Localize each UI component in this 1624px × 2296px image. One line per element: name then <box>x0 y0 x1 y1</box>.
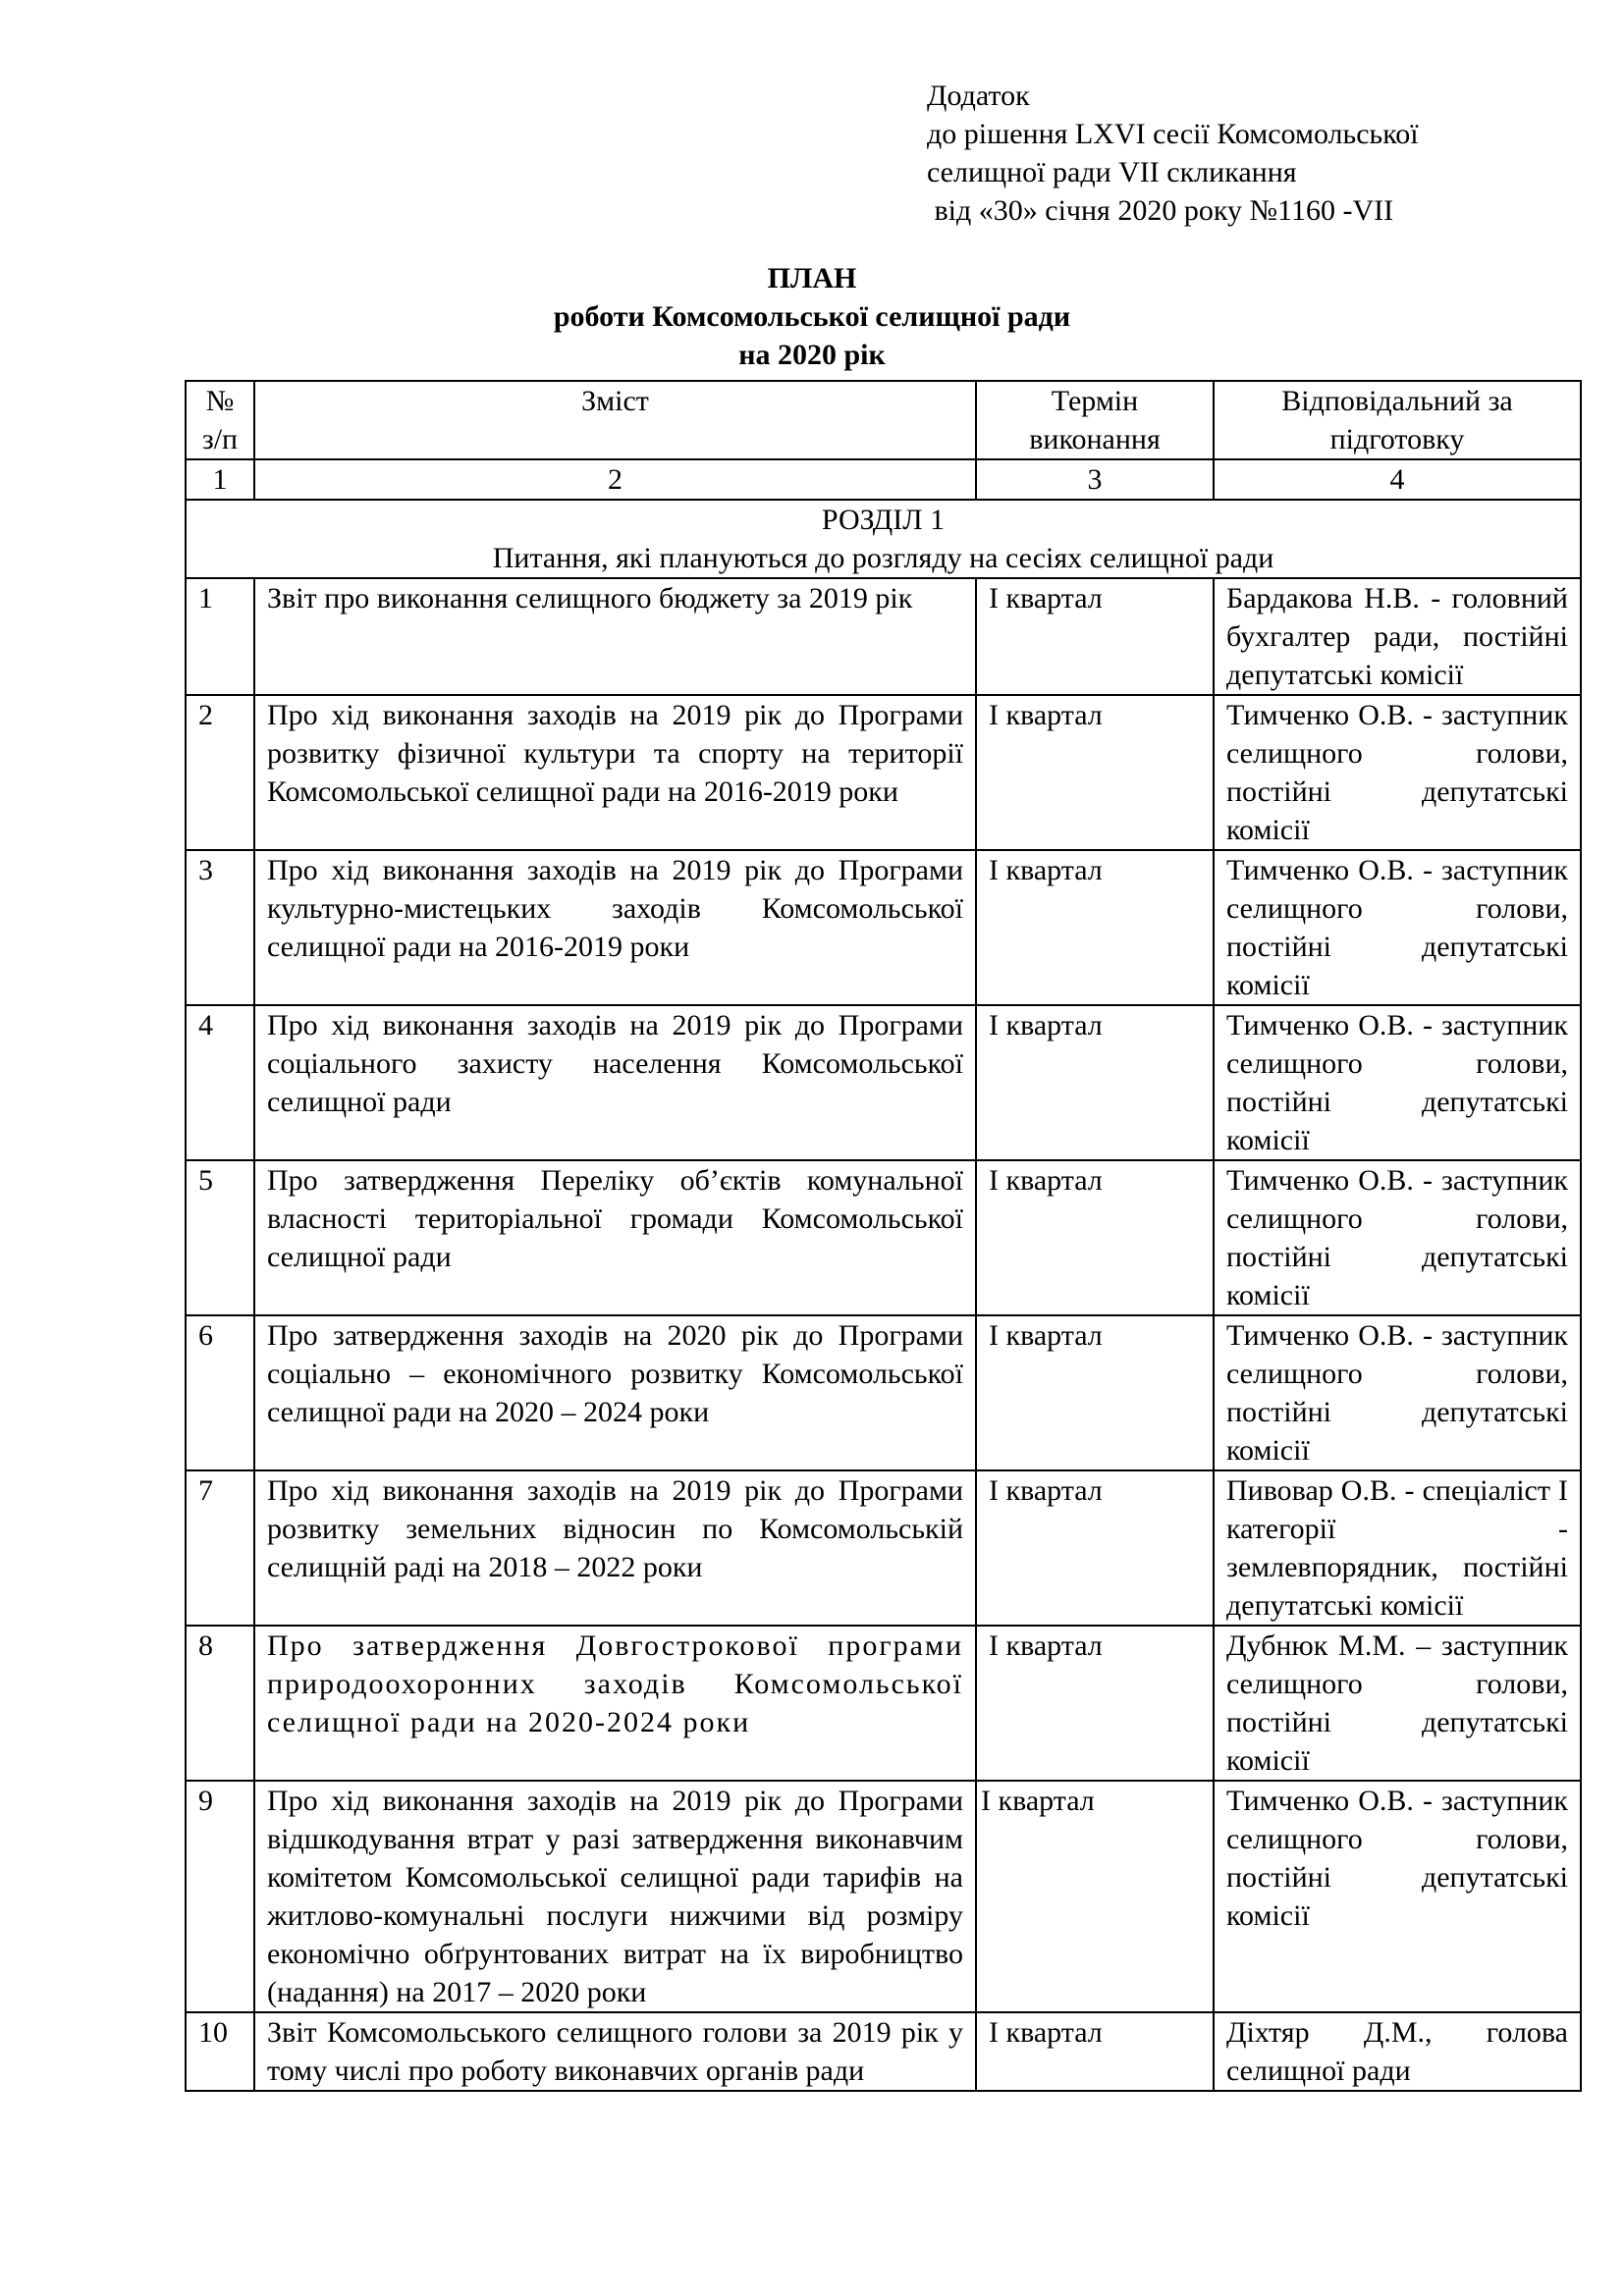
row-num: 8 <box>186 1626 254 1781</box>
row-responsible: Тимченко О.В. - заступник селищного голови, постійні депутатські комісії <box>1214 1315 1581 1470</box>
row-responsible: Тимченко О.В. - заступник селищного голови, постійні депутатські комісії <box>1214 850 1581 1005</box>
col-number: 3 <box>976 459 1214 500</box>
appendix-line: Додаток <box>927 80 1030 112</box>
row-content: Про хід виконання заходів на 2019 рік до Програми культурно-мистецьких заходів Комсомольської селищної ради на 2016-2019 роки <box>254 850 976 1005</box>
row-content: Про затвердження Переліку об’єктів комунальної власності територіальної громади Комсомольської селищної ради <box>254 1160 976 1315</box>
document-title <box>0 259 1624 374</box>
row-term: І квартал <box>976 1781 1214 2012</box>
row-responsible: Діхтяр Д.М., голова селищної ради <box>1214 2012 1581 2091</box>
row-num: 3 <box>186 850 254 1005</box>
appendix-line: від «30» січня 2020 року №1160 -VII <box>927 194 1394 227</box>
row-responsible: Тимченко О.В. - заступник селищного голови, постійні депутатські комісії <box>1214 1160 1581 1315</box>
row-responsible: Тимченко О.В. - заступник селищного голови, постійні депутатські комісії <box>1214 695 1581 850</box>
section-heading <box>186 500 1581 578</box>
column-number-row <box>186 459 1581 500</box>
row-num: 9 <box>186 1781 254 2012</box>
section-title: РОЗДІЛ 1 <box>821 504 946 536</box>
row-content: Про затвердження заходів на 2020 рік до Програми соціально – економічного розвитку Комсомольської селищної ради на 2020 – 2024 роки <box>254 1315 976 1470</box>
table-row <box>186 850 1581 1005</box>
row-term: І квартал <box>976 1160 1214 1315</box>
section-subtitle: Питання, які плануються до розгляду на сесіях селищної ради <box>492 542 1274 574</box>
row-term: І квартал <box>976 578 1214 695</box>
row-content: Про хід виконання заходів на 2019 рік до Програми розвитку земельних відносин по Комсомольській селищній раді на 2018 – 2022 роки <box>254 1470 976 1626</box>
row-term: І квартал <box>976 1626 1214 1781</box>
row-content: Про затвердження Довгострокової програми природоохоронних заходів Комсомольської селищної ради на 2020-2024 роки <box>254 1626 976 1781</box>
row-num: 1 <box>186 578 254 695</box>
row-content: Звіт Комсомольського селищного голови за 2019 рік у тому числі про роботу виконавчих органів ради <box>254 2012 976 2091</box>
table-row <box>186 2012 1581 2091</box>
row-responsible: Бардакова Н.В. - головний бухгалтер ради, постійні депутатські комісії <box>1214 578 1581 695</box>
header-responsible: Відповідальний за підготовку <box>1214 381 1581 459</box>
row-term: І квартал <box>976 1470 1214 1626</box>
row-responsible: Тимченко О.В. - заступник селищного голови, постійні депутатські комісії <box>1214 1781 1581 2012</box>
row-responsible: Дубнюк М.М. – заступник селищного голови, постійні депутатські комісії <box>1214 1626 1581 1781</box>
row-num: 6 <box>186 1315 254 1470</box>
row-num: 7 <box>186 1470 254 1626</box>
table-row <box>186 1315 1581 1470</box>
row-responsible: Тимченко О.В. - заступник селищного голови, постійні депутатські комісії <box>1214 1005 1581 1160</box>
row-content: Про хід виконання заходів на 2019 рік до Програми соціального захисту населення Комсомольської селищної ради <box>254 1005 976 1160</box>
row-term: І квартал <box>976 1315 1214 1470</box>
table-row <box>186 1005 1581 1160</box>
col-number: 1 <box>186 459 254 500</box>
row-num: 4 <box>186 1005 254 1160</box>
row-term: І квартал <box>976 850 1214 1005</box>
header-num: № з/п <box>186 381 254 459</box>
title-line-3: на 2020 рік <box>738 339 886 371</box>
row-num: 10 <box>186 2012 254 2091</box>
title-line-1: ПЛАН <box>767 262 857 294</box>
appendix-line: до рішення LXVI сесії Комсомольської <box>927 118 1419 150</box>
table-row <box>186 1470 1581 1626</box>
section-row <box>186 500 1581 578</box>
row-content: Про хід виконання заходів на 2019 рік до Програми розвитку фізичної культури та спорту на території Комсомольської селищної ради на 2016-2019 роки <box>254 695 976 850</box>
header-row <box>186 381 1581 459</box>
row-term: І квартал <box>976 2012 1214 2091</box>
col-number: 4 <box>1214 459 1581 500</box>
appendix-block <box>927 77 1419 230</box>
row-term: І квартал <box>976 1005 1214 1160</box>
table-row <box>186 1160 1581 1315</box>
row-content: Про хід виконання заходів на 2019 рік до Програми відшкодування втрат у разі затвердження виконавчим комітетом Комсомольської селищної ради тарифів на житлово-комунальні послуги нижчими від розміру економічно обґрунтованих витрат на їх виробництво (надання) на 2017 – 2020 роки <box>254 1781 976 2012</box>
header-term: Термін виконання <box>976 381 1214 459</box>
appendix-line: селищної ради VII скликання <box>927 156 1297 188</box>
row-content: Звіт про виконання селищного бюджету за 2019 рік <box>254 578 976 695</box>
col-number: 2 <box>254 459 976 500</box>
row-term: І квартал <box>976 695 1214 850</box>
header-content: Зміст <box>254 381 976 459</box>
table-row <box>186 1626 1581 1781</box>
row-responsible: Пивовар О.В. - спеціаліст І категорії - землевпорядник, постійні депутатські комісії <box>1214 1470 1581 1626</box>
plan-table <box>185 380 1582 2092</box>
table-row <box>186 578 1581 695</box>
row-num: 5 <box>186 1160 254 1315</box>
table-row <box>186 695 1581 850</box>
table-row <box>186 1781 1581 2012</box>
title-line-2: роботи Комсомольської селищної ради <box>553 300 1071 333</box>
row-num: 2 <box>186 695 254 850</box>
